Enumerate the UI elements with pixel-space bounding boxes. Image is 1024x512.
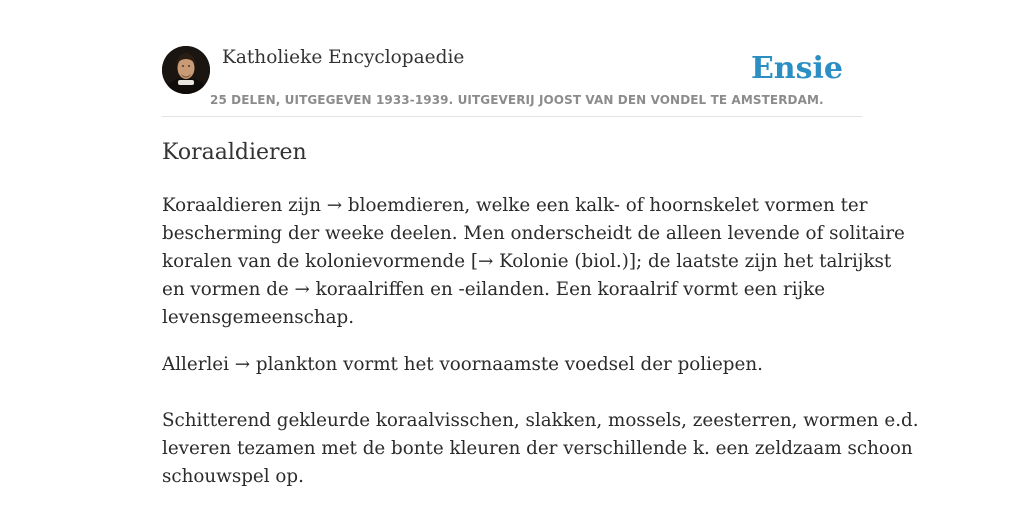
- brand-logo-link[interactable]: Ensie: [750, 51, 843, 86]
- paragraph-line: schouwspel op.: [162, 466, 304, 487]
- article-title: Koraaldieren: [162, 140, 307, 165]
- paragraph-line: koralen van de kolonievormende [→ Kolonie (biol.)]; de laatste zijn het talrijkst: [162, 251, 892, 272]
- article-paragraph: [162, 351, 862, 379]
- paragraph-line: levensgemeenschap.: [162, 307, 355, 328]
- paragraph-line: leveren tezamen met de bonte kleuren der verschillende k. een zeldzaam schoon: [162, 438, 913, 459]
- paragraph-line: Koraaldieren zijn → bloemdieren, welke een kalk- of hoornskelet vormen ter: [162, 195, 868, 216]
- portrait-icon[interactable]: [162, 46, 210, 94]
- paragraph-line: bescherming der weeke deelen. Men onderscheidt de alleen levende of solitaire: [162, 223, 905, 244]
- article-paragraph: [162, 192, 905, 332]
- article-paragraph: [162, 407, 919, 491]
- paragraph-line: Schitterend gekleurde koraalvisschen, slakken, mossels, zeesterren, wormen e.d.: [162, 410, 919, 431]
- paragraph-line: en vormen de → koraalriffen en -eilanden. Een koraalrif vormt een rijke: [162, 279, 826, 300]
- source-header: [162, 46, 862, 117]
- paragraph-line: Allerlei → plankton vormt het voornaamste voedsel der poliepen.: [162, 354, 763, 375]
- source-subtitle: 25 DELEN, UITGEGEVEN 1933-1939. UITGEVERIJ JOOST VAN DEN VONDEL TE AMSTERDAM.: [210, 93, 824, 107]
- source-title[interactable]: Katholieke Encyclopaedie: [222, 47, 465, 68]
